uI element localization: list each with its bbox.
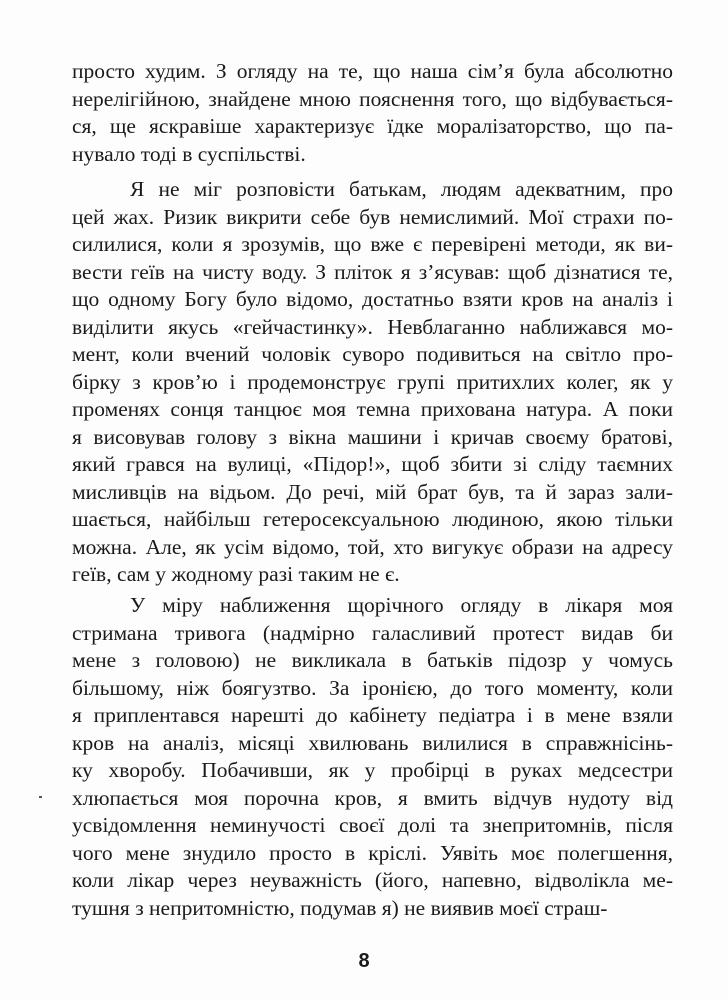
text-line: виділити якусь «гейчастинку». Невблаганно наближався мо- [72,314,673,339]
paragraph-1 [72,58,673,168]
text-line: ся, ще яскравіше характеризує їдке моралізаторство, що па- [72,114,673,138]
scan-speck [39,796,42,798]
text-line: який грався на вулиці, «Підор!», щоб збити зі сліду таємних [72,452,673,476]
text-line: мисливців на відьом. До речі, мій брат був, та й зараз зали- [72,479,673,504]
text-line: чого мене знудило просто в кріслі. Уявіть моє полегшення, [72,840,673,865]
text-line: нерелігійною, знайдене мною пояснення того, що відбувається- [72,86,673,111]
text-line: нувало тоді в суспільстві. [72,141,306,166]
text-line: більшому, ніж боягузтво. За іронією, до того моменту, коли [72,675,673,700]
text-line: мене з головою) не викликала в батьків підозр у чомусь [72,648,673,672]
text-line: усвідомлення неминучості своєї долі та знепритомнів, після [72,813,673,837]
text-line: цей жах. Ризик викрити себе був немислимий. Мої страхи по- [72,204,673,229]
text-line: можна. Але, як усім відомо, той, хто вигукує образи на адресу [72,534,673,559]
text-line: бірку з кров’ю і продемонструє групі притихлих колег, як у [72,369,673,394]
text-line: У міру наближення щорічного огляду в лікаря моя [130,593,673,617]
paragraph-2 [72,176,673,589]
text-line: вести геїв на чисту воду. З пліток я з’ясував: щоб дізнатися те, [72,259,673,284]
text-line: геїв, сам у жодному разі таким не є. [72,562,400,586]
text-line: я висовував голову з вікна машини і кричав своєму братові, [72,424,673,449]
text-line: що одному Богу було відомо, достатньо взяти кров на аналіз і [72,287,673,311]
text-line: коли лікар через неуважність (його, напевно, відволікла ме- [72,868,673,892]
text-line: Я не міг розповісти батькам, людям адекватним, про [130,177,673,201]
text-line: променях сонця танцює моя темна прихована натура. А поки [72,397,673,421]
text-line: шається, найбільш гетеросексуальною людиною, якою тільки [72,507,673,531]
text-line: просто худим. З огляду на те, що наша сім’я була абсолютно [72,59,673,83]
text-line: ку хворобу. Побачивши, як у пробірці в руках медсестри [72,758,673,782]
text-line: кров на аналіз, місяці хвилювань вилилися в справжнісінь- [72,730,673,755]
page-number: 8 [358,950,370,972]
paragraph-3 [72,592,673,922]
text-line: я приплентався нарешті до кабінету педіатра і в мене взяли [72,703,673,727]
text-line: хлюпається моя порочна кров, я вмить відчув нудоту від [72,785,673,810]
text-line: силилися, коли я зрозумів, що вже є перевірені методи, як ви- [72,232,673,256]
text-line: мент, коли вчений чоловік суворо подивиться на світло про- [72,342,673,366]
text-line: стримана тривога (надмірно галасливий протест видав би [72,620,673,645]
text-line: тушня з непритомністю, подумав я) не виявив моєї страш- [72,895,608,920]
